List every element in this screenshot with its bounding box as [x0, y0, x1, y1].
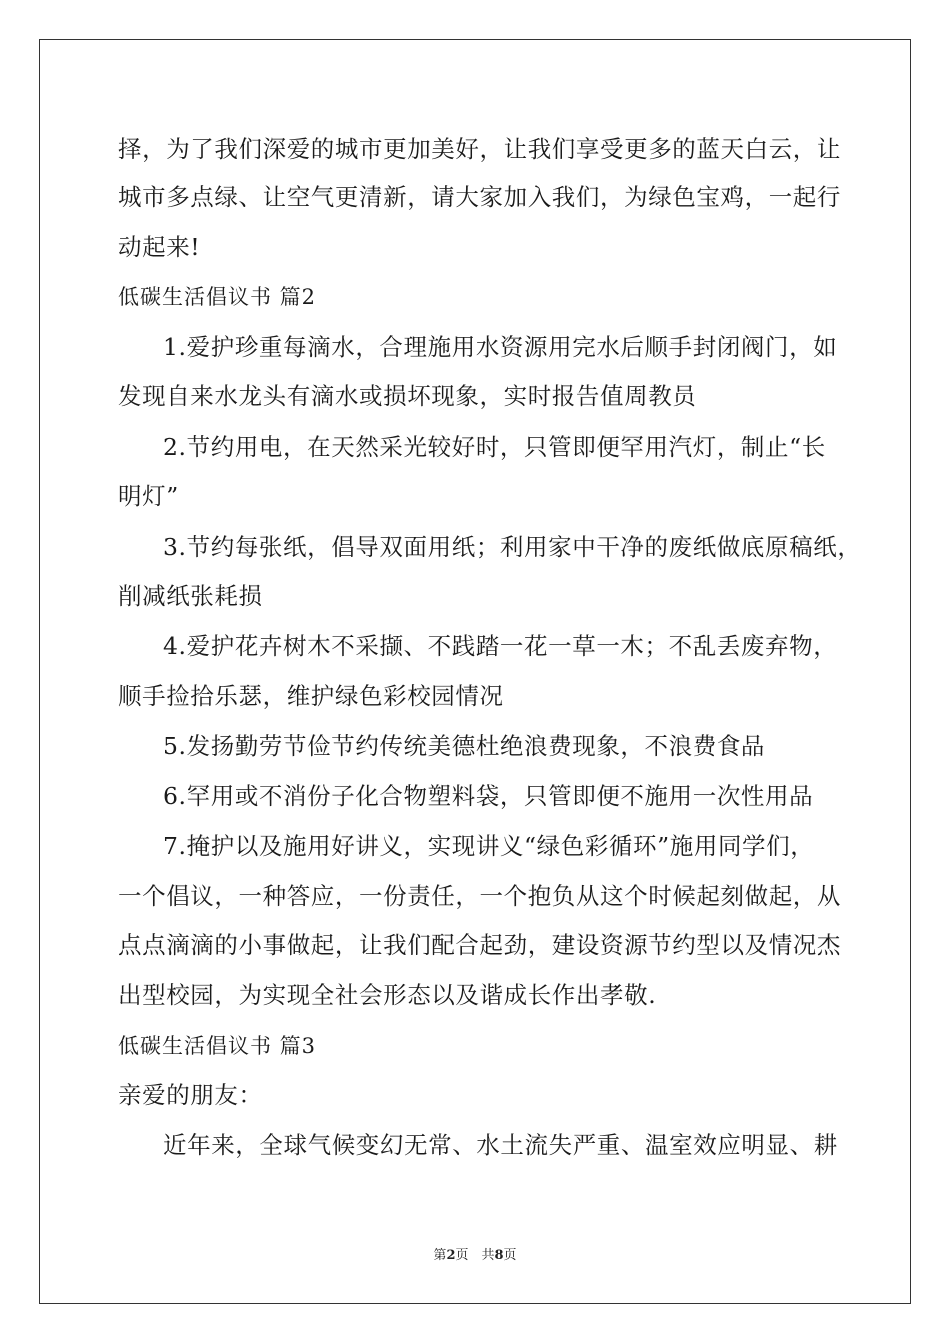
paragraph-line: 城市多点绿、让空气更清新，请大家加入我们，为绿色宝鸡，一起行 [118, 183, 841, 211]
list-item: 6.罕用或不消份子化合物塑料袋，只管即便不施用一次性用品 [163, 782, 814, 810]
paragraph-line: 一个倡议，一种答应，一份责任，一个抱负从这个时候起刻做起，从 [118, 882, 841, 910]
footer-suffix: 页 [503, 1248, 517, 1263]
paragraph-line: 顺手捡拾乐瑟，维护绿色彩校园情况 [118, 682, 504, 710]
list-item: 7.掩护以及施用好讲义，实现讲义“绿色彩循环”施用同学们， [163, 832, 815, 860]
current-page-number: 2 [446, 1248, 456, 1263]
section-heading: 低碳生活倡议书 篇2 [118, 285, 317, 309]
list-item: 2.节约用电，在天然采光较好时，只管即便罕用汽灯，制止“长 [163, 433, 826, 461]
paragraph-line: 择，为了我们深爱的城市更加美好，让我们享受更多的蓝天白云，让 [118, 135, 841, 163]
paragraph-line: 发现自来水龙头有滴水或损坏现象，实时报告值周教员 [118, 382, 697, 410]
paragraph-line: 明灯” [118, 482, 179, 510]
footer-prefix: 第 [433, 1248, 447, 1263]
footer-middle: 页 共 [455, 1248, 495, 1263]
page-footer [0, 1247, 950, 1265]
page-border [39, 39, 911, 1304]
paragraph-line: 点点滴滴的小事做起，让我们配合起劲，建设资源节约型以及情况杰 [118, 931, 841, 959]
paragraph-line: 削减纸张耗损 [118, 582, 263, 610]
paragraph-line: 近年来，全球气候变幻无常、水土流失严重、温室效应明显、耕 [163, 1131, 838, 1159]
section-heading: 低碳生活倡议书 篇3 [118, 1034, 317, 1058]
salutation: 亲爱的朋友： [118, 1081, 263, 1109]
total-page-count: 8 [494, 1248, 504, 1263]
list-item: 4.爱护花卉树木不采撷、不践踏一花一草一木；不乱丢废弃物， [163, 632, 838, 660]
list-item: 3.节约每张纸，倡导双面用纸；利用家中干净的废纸做底原稿纸， [163, 533, 862, 561]
paragraph-line: 动起来! [118, 233, 201, 261]
paragraph-line: 出型校园，为实现全社会形态以及谐成长作出孝敬. [118, 981, 657, 1009]
list-item: 5.发扬勤劳节俭节约传统美德杜绝浪费现象，不浪费食品 [163, 732, 766, 760]
list-item: 1.爱护珍重每滴水，合理施用水资源用完水后顺手封闭阀门，如 [163, 333, 838, 361]
